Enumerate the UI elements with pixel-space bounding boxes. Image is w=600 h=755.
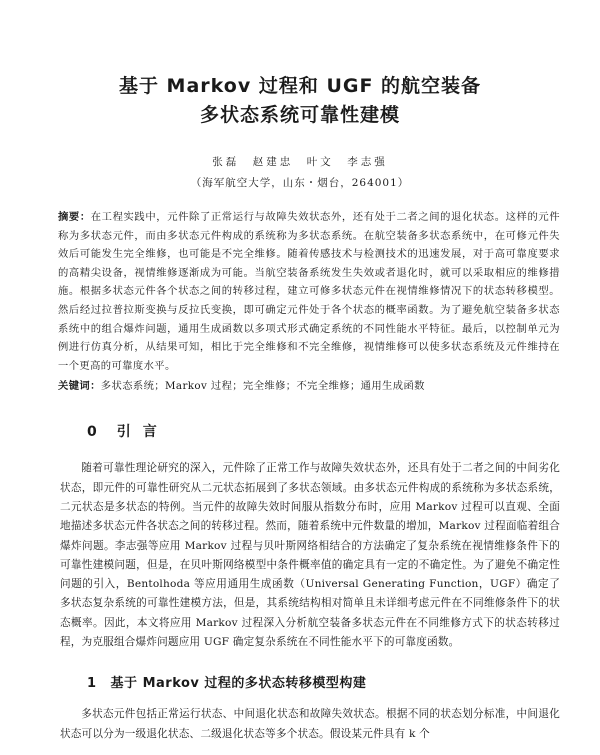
title-line-1: 基于 Markov 过程和 UGF 的航空装备 [118, 75, 482, 97]
section-1-number: 1 [87, 676, 97, 692]
section-1-heading [87, 672, 600, 691]
section-1-paragraph: 多状态元件包括正常运行状态、中间退化状态和故障失效状态。根据不同的状态划分标准，中间退化状态可以分为一级退化状态、二级退化状态等多个状态。假设某元件具有 k 个 [60, 708, 560, 740]
abstract-label: 摘要： [58, 211, 91, 223]
abstract-text: 在工程实践中，元件除了正常运行与故障失效状态外，还有处于二者之间的退化状态。这样的元件称为多状态元件，而由多状态元件构成的系统称为多状态系统。在航空装备多状态系统中，在可修元件失效后可能发生完全维修，也可能是不完全维修。随着传感技术与检测技术的迅速发展，对于高可靠度要求的高精尖设备，视情维修逐渐成为可能。当航空装备系统发生失效或者退化时，就可以采取相应的维修措施。根据多状态元件各个状态之间的转移过程，建立可修多状态元件在视情维修情况下的状态转移模型。然后经过拉普拉斯变换与反拉氏变换，即可确定元件处于各个状态的概率函数。为了避免航空装备多状态系统中的组合爆炸问题，通用生成函数以多项式形式确定系统的不同性能水平特征。最后，以控制单元为例进行仿真分析，从结果可知，相比于完全维修和不完全维修，视情维修可以使多状态系统及元件维持在一个更高的可靠度水平。 [58, 211, 561, 372]
section-1-title: 基于 Markov 过程的多状态转移模型构建 [110, 676, 367, 692]
title-line-2: 多状态系统可靠性建模 [199, 104, 400, 126]
section-0-heading [87, 421, 600, 441]
abstract [58, 208, 560, 375]
keywords-label: 关键词： [58, 380, 101, 393]
section-0-title: 引言 [116, 424, 169, 441]
keywords-text: 多状态系统；Markov 过程；完全维修；不完全维修；通用生成函数 [100, 380, 425, 393]
affiliation: （海军航空大学，山东・烟台，264001） [190, 177, 410, 189]
section-0-number: 0 [87, 424, 99, 441]
author-list: 张磊 赵建忠 叶文 李志强 [212, 156, 388, 168]
section-0-paragraph: 随着可靠性理论研究的深入，元件除了正常工作与故障失效状态外，还具有处于二者之间的中间劣化状态，即元件的可靠性研究从二元状态拓展到了多状态领域。由多状态元件构成的系统称为多状态系统，二元状态是多状态的特例。当元件的故障失效时间服从指数分布时，应用 Markov 过程可以直观、全面地描述多状态元件各状态之间的转移过程。然而，随着系统中元件数量的增加，Markov 过程面临着组合爆炸问题。李志强等应用 Markov 过程与贝叶斯网络相结合的方法确定了复杂系统在视情维修条件下的可靠性建模问题，但是，在贝叶斯网络模型中条件概率值的确定具有一定的不确定性。为了避免不确定性问题的引入，Bentolhoda 等应用通用生成函数（Universal Generating Function，UGF）确定了多状态复杂系统的可靠性建模方法，但是，其系统结构相对简单且未详细考虑元件在不同维修条件下的状态概率。因此，本文将应用 Markov 过程深入分析航空装备多状态元件在不同维修方式下的状态转移过程，为克服组合爆炸问题应用 UGF 确定复杂系统在不同性能水平下的可靠度函数。 [60, 462, 560, 649]
keywords [58, 377, 560, 395]
paper-title [0, 0, 600, 130]
